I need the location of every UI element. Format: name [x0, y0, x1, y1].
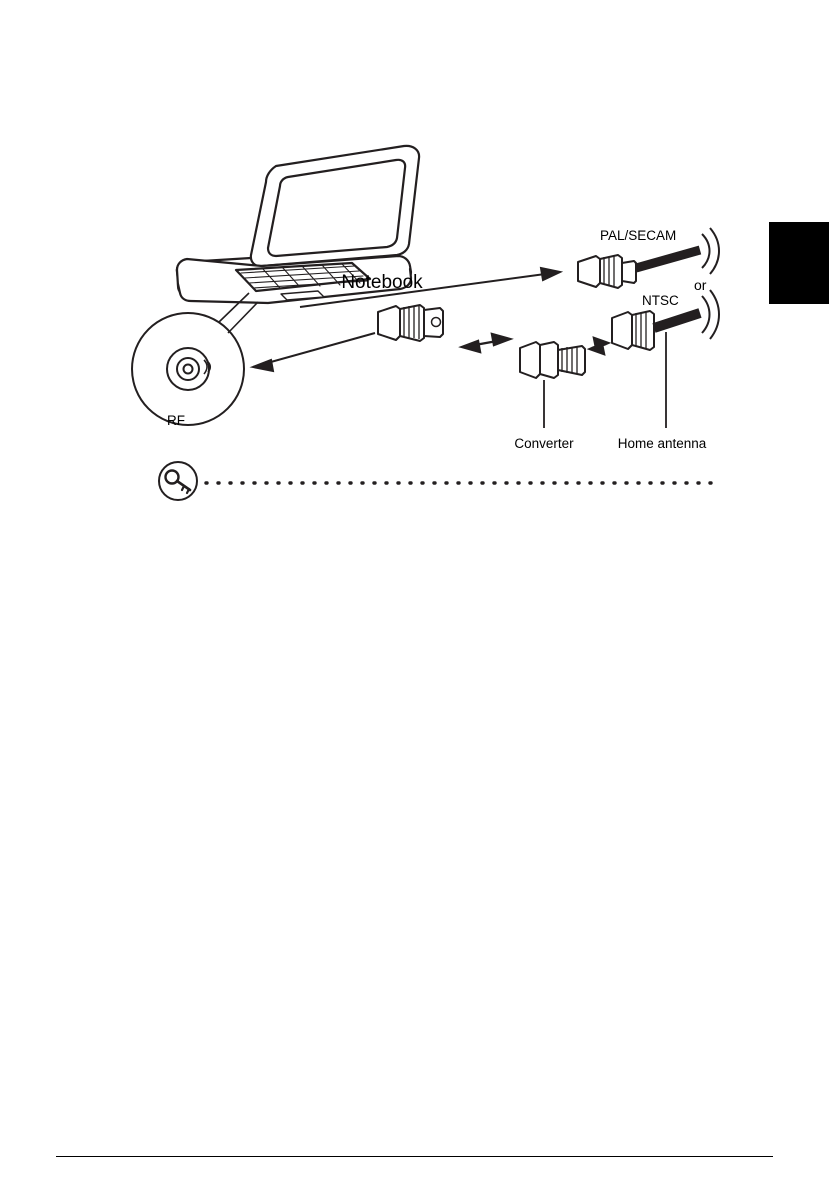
label-rf: RF [167, 413, 185, 428]
page-footer-rule [56, 1156, 773, 1157]
label-pal-secam: PAL/SECAM [600, 228, 677, 243]
label-ntsc: NTSC [642, 293, 679, 308]
key-icon [159, 462, 197, 500]
ntsc-connector [612, 311, 654, 350]
rf-connection-diagram [0, 0, 829, 560]
label-or: or [694, 277, 707, 293]
pal-secam-connector [578, 255, 636, 288]
label-notebook: Notebook [341, 272, 423, 293]
label-home-antenna: Home antenna [617, 436, 707, 451]
arrow-plug-to-rf [253, 333, 375, 371]
rf-port-callout [132, 293, 258, 425]
arrow-plug-converter [462, 334, 510, 352]
label-converter: Converter [514, 436, 574, 451]
rf-plug-connector [378, 305, 443, 341]
arrow-converter-antenna [590, 338, 608, 354]
converter-connector [520, 342, 585, 378]
